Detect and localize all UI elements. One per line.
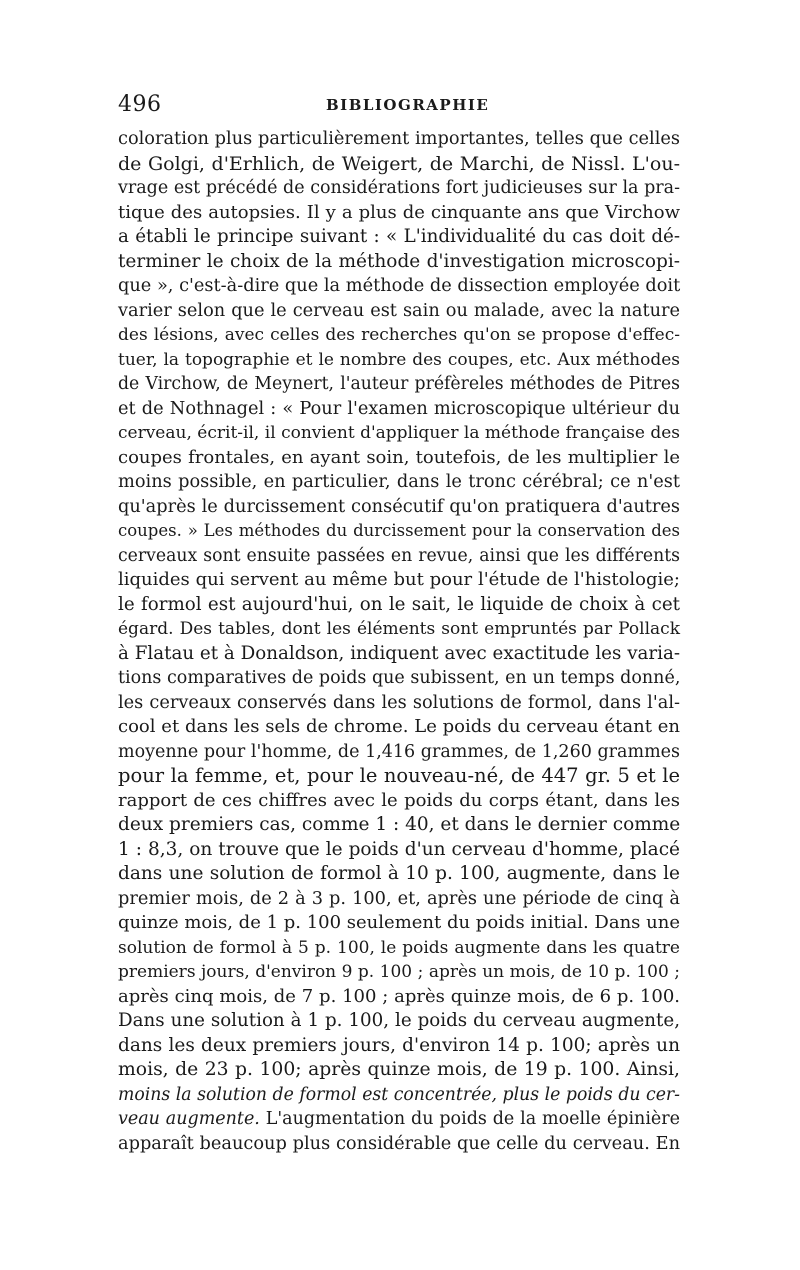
text-line: dans une solution de formol à 10 p. 100, augmente, dans le: [118, 863, 680, 884]
text-line: Dans une solution à 1 p. 100, le poids du cerveau augmente,: [118, 1010, 680, 1031]
text-line: coupes. » Les méthodes du durcissement pour la conservation des: [118, 521, 680, 540]
text-line: des lésions, avec celles des recherches qu'on se propose d'effec-: [118, 325, 680, 345]
text-line: premier mois, de 2 à 3 p. 100, et, après une période de cinq à: [118, 888, 680, 909]
text-line: que », c'est-à-dire que la méthode de dissection employée doit: [118, 276, 681, 296]
text-line: tuer, la topographie et le nombre des coupes, etc. Aux méthodes: [118, 349, 680, 370]
text-line: et de Nothnagel : « Pour l'examen microscopique ultérieur du: [118, 398, 680, 419]
text-line: coupes frontales, en ayant soin, toutefois, de les multiplier le: [118, 446, 680, 468]
text-line: mois, de 23 p. 100; après quinze mois, de 19 p. 100. Ainsi,: [118, 1059, 680, 1080]
text-line: les cerveaux conservés dans les solutions de formol, dans l'al-: [118, 692, 680, 713]
text-line: varier selon que le cerveau est sain ou malade, avec la nature: [118, 300, 680, 321]
text-line: pour la femme, et, pour le nouveau-né, de 447 gr. 5 et le: [118, 764, 680, 787]
text-line: qu'après le durcissement consécutif qu'on pratiquera d'autres: [118, 496, 680, 517]
text-line: égard. Des tables, dont les éléments sont empruntés par Pollack: [118, 619, 680, 639]
text-line: vrage est précédé de considérations fort judicieuses sur la pra-: [118, 178, 680, 198]
text-line: apparaît beaucoup plus considérable que celle du cerveau. En: [118, 1133, 680, 1154]
text-line: cerveaux sont ensuite passées en revue, ainsi que les différents: [118, 545, 680, 566]
text-line: quinze mois, de 1 p. 100 seulement du poids initial. Dans une: [118, 912, 680, 933]
italic-text-line: moins la solution de formol est concentrée, plus le poids du cer-: [118, 1084, 680, 1105]
running-header: [118, 92, 680, 122]
running-title: BIBLIOGRAPHIE: [326, 96, 490, 114]
text-line: 1 : 8,3, on trouve que le poids d'un cerveau d'homme, placé: [118, 838, 680, 860]
text-line: cerveau, écrit-il, il convient d'appliquer la méthode française des: [118, 423, 680, 443]
text-line: a établi le principe suivant : « L'individualité du cas doit dé-: [118, 226, 680, 247]
text-line: moyenne pour l'homme, de 1,416 grammes, de 1,260 grammes: [118, 741, 680, 762]
italic-segment: veau augmente.: [118, 1109, 260, 1129]
text-line: rapport de ces chiffres avec le poids du corps étant, dans les: [118, 789, 680, 811]
text-line: cool et dans les sels de chrome. Le poids du cerveau étant en: [118, 716, 680, 737]
text-line: terminer le choix de la méthode d'investigation microscopi-: [118, 250, 680, 272]
text-line: coloration plus particulièrement importantes, telles que celles: [118, 129, 680, 149]
text-line: le formol est aujourd'hui, on le sait, le liquide de choix à cet: [118, 593, 680, 615]
text-line: dans les deux premiers jours, d'environ 14 p. 100; après un: [118, 1034, 680, 1056]
body-text: [118, 127, 680, 1156]
text-line: tions comparatives de poids que subissent, en un temps donné,: [118, 668, 681, 688]
text-line: moins possible, en particulier, dans le tronc cérébral; ce n'est: [118, 472, 680, 492]
text-line: solution de formol à 5 p. 100, le poids augmente dans les quatre: [118, 937, 680, 958]
text-line: deux premiers cas, comme 1 : 40, et dans le dernier comme: [118, 814, 681, 835]
text-line: après cinq mois, de 7 p. 100 ; après quinze mois, de 6 p. 100.: [118, 985, 680, 1007]
roman-segment: L'augmentation du poids de la moelle épinière: [259, 1109, 680, 1129]
text-line: de Golgi, d'Erhlich, de Weigert, de Marchi, de Nissl. L'ou-: [118, 152, 680, 175]
text-line: tique des autopsies. Il y a plus de cinquante ans que Virchow: [118, 201, 680, 223]
text-line: premiers jours, d'environ 9 p. 100 ; après un mois, de 10 p. 100 ;: [118, 962, 680, 982]
page-number: 496: [118, 92, 162, 117]
text-line: de Virchow, de Meynert, l'auteur préfèreles méthodes de Pitres: [118, 374, 680, 394]
text-line: liquides qui servent au même but pour l'étude de l'histologie;: [118, 569, 680, 590]
text-line-mixed: [118, 1107, 680, 1132]
text-line: à Flatau et à Donaldson, indiquent avec exactitude les varia-: [118, 642, 680, 664]
